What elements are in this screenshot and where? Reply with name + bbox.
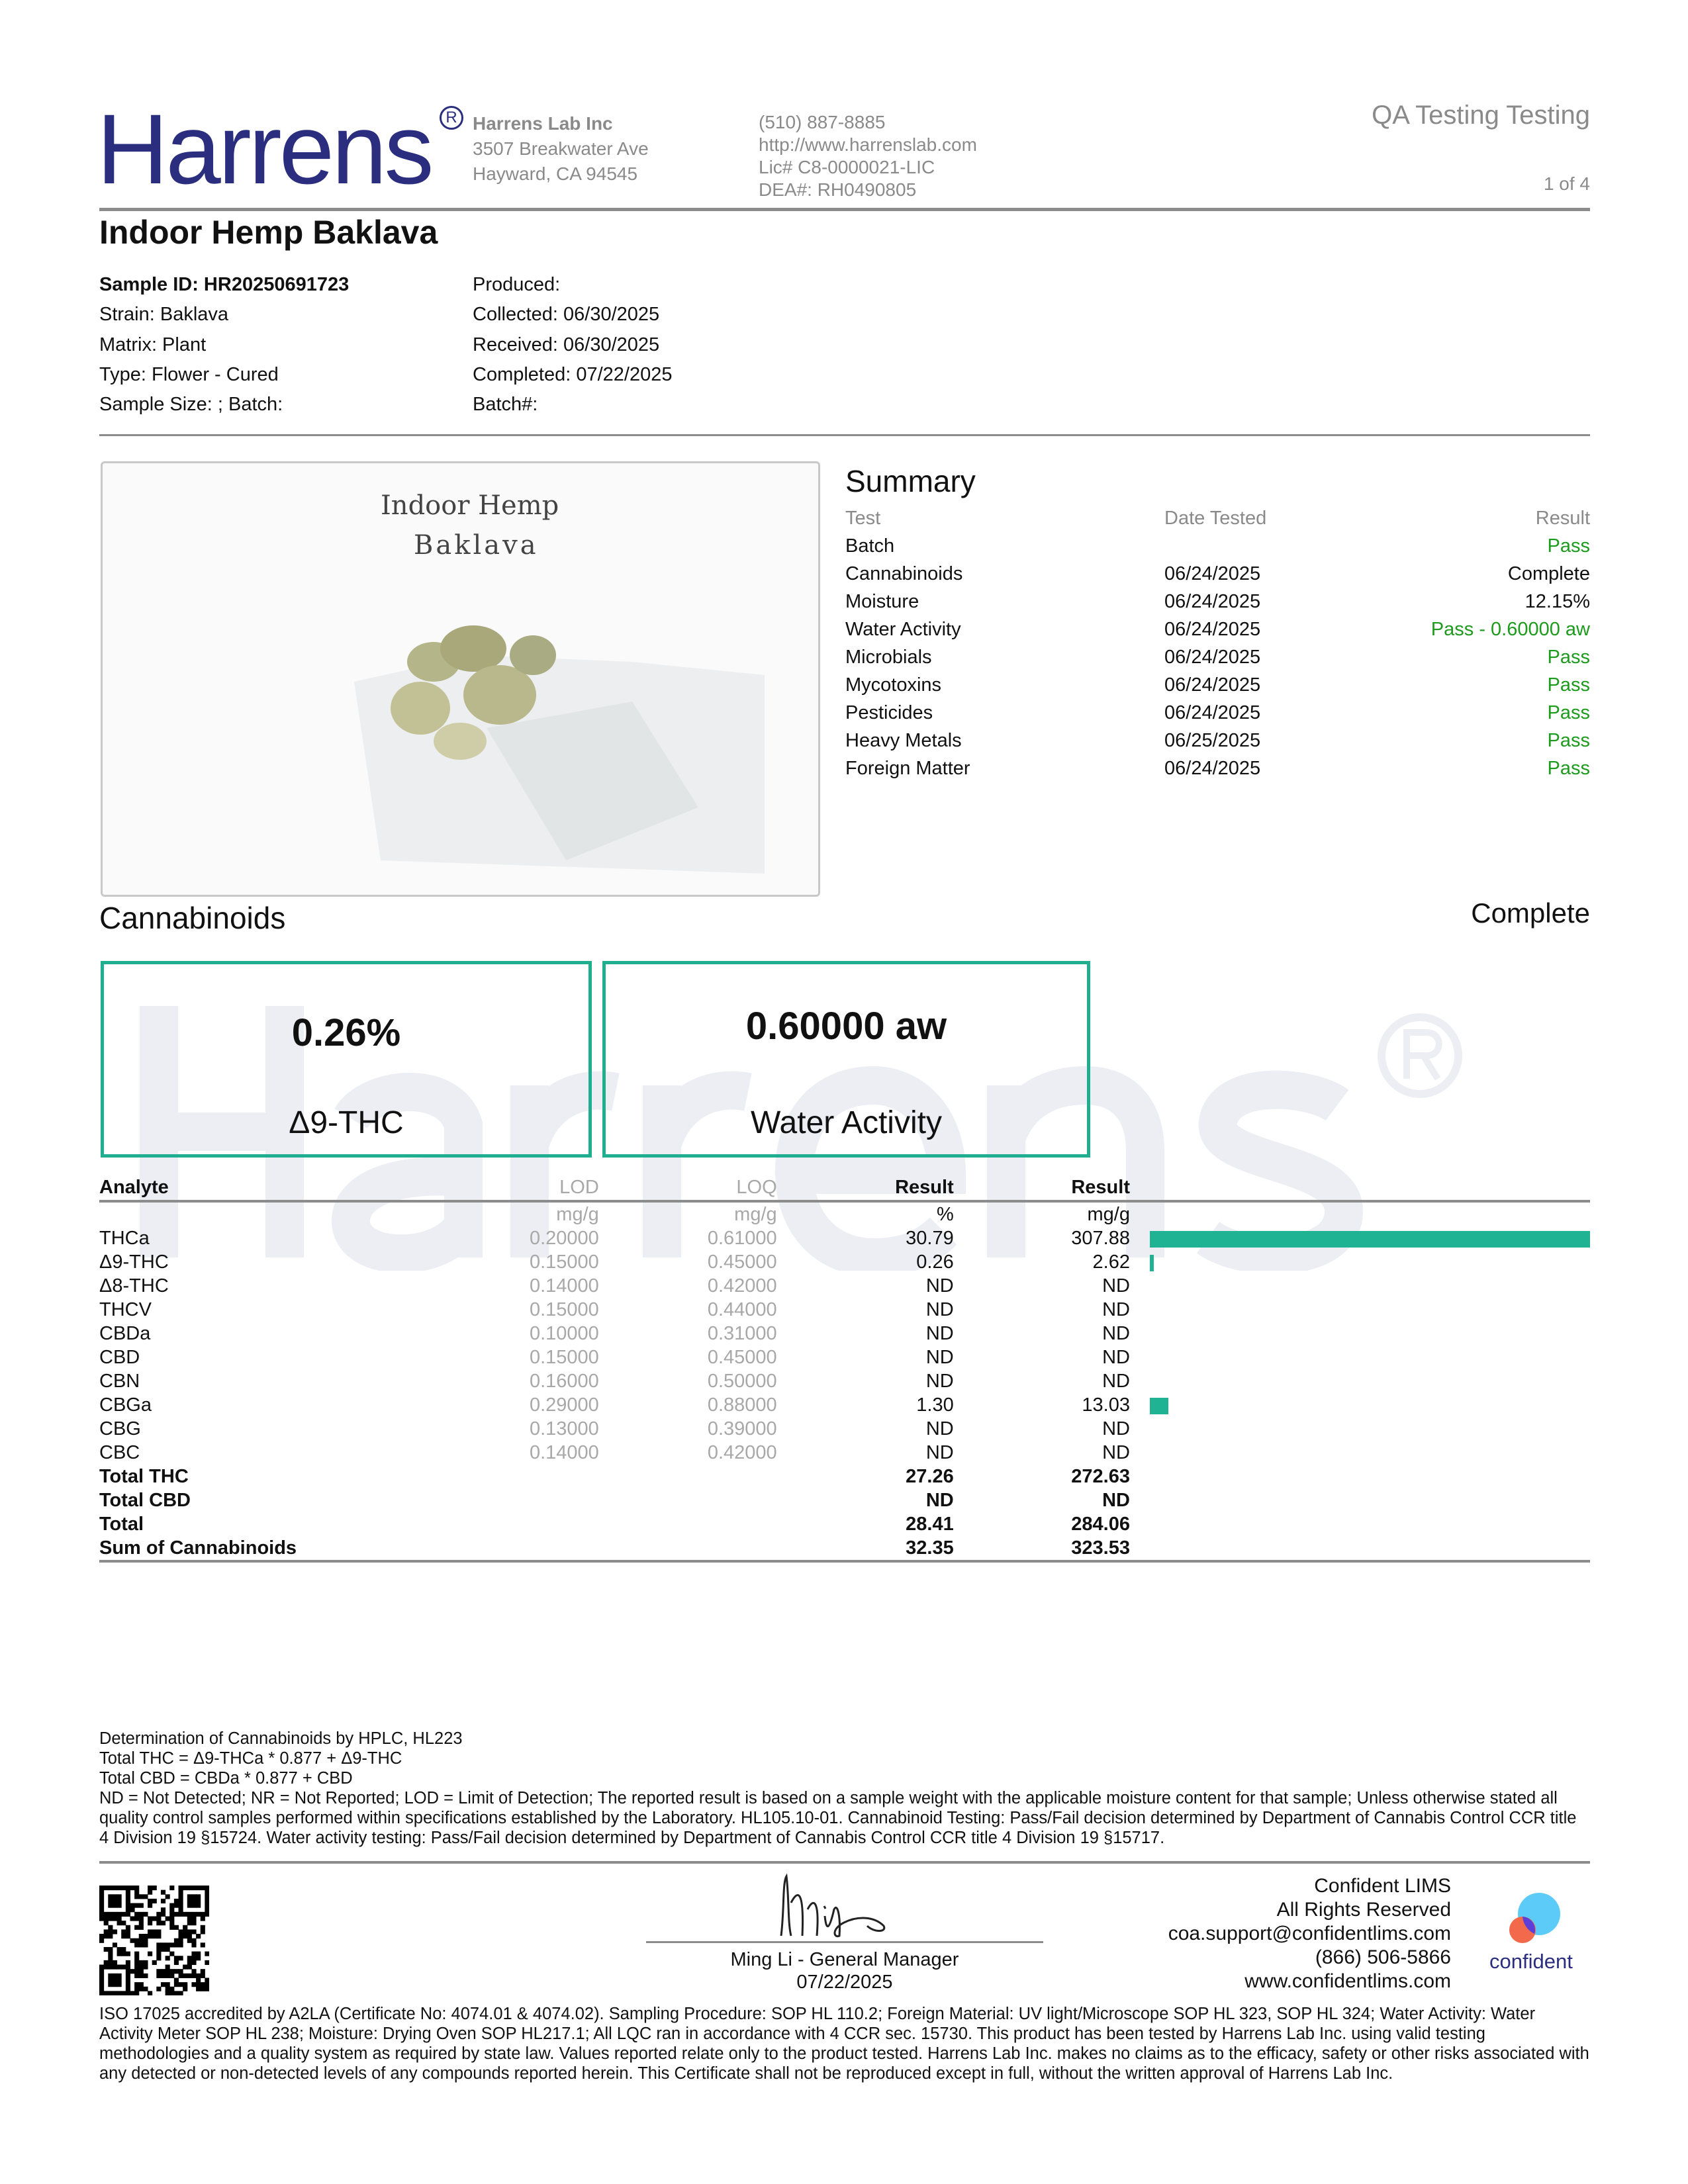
loq: 0.50000 bbox=[707, 1371, 777, 1392]
summary-panel bbox=[845, 463, 1590, 782]
total-percent: ND bbox=[925, 1490, 954, 1511]
summary-title: Summary bbox=[845, 464, 976, 498]
result-mg: ND bbox=[1102, 1442, 1130, 1463]
sample-info-left bbox=[99, 270, 349, 420]
lod: 0.29000 bbox=[529, 1394, 599, 1416]
lab-phone: (510) 887-8885 bbox=[759, 112, 886, 132]
analyte: CBN bbox=[99, 1371, 140, 1392]
loq: 0.39000 bbox=[707, 1418, 777, 1439]
table-row bbox=[99, 1322, 1590, 1345]
lod: 0.15000 bbox=[529, 1347, 599, 1368]
analyte: Δ9-THC bbox=[99, 1251, 169, 1273]
result-mg: ND bbox=[1102, 1371, 1130, 1392]
water-activity-card-label: Water Activity bbox=[751, 1105, 942, 1140]
total-mg: 272.63 bbox=[1071, 1466, 1130, 1487]
summary-header bbox=[845, 504, 1590, 532]
lims-name: Confident LIMS bbox=[1314, 1875, 1451, 1897]
result-percent: 1.30 bbox=[916, 1394, 954, 1416]
table-row bbox=[99, 1250, 1590, 1274]
loq: 0.31000 bbox=[707, 1323, 777, 1344]
lab-city: Hayward, CA 94545 bbox=[473, 163, 638, 184]
summary-row bbox=[845, 643, 1590, 671]
lab-dea: DEA#: RH0490805 bbox=[759, 179, 917, 200]
photo-label-line1: Indoor Hemp bbox=[381, 490, 559, 521]
unit: mg/g bbox=[734, 1204, 777, 1225]
photo-label-line2: Baklava bbox=[414, 530, 539, 561]
cannabinoids-table bbox=[99, 1175, 1590, 1563]
header-date: Date Tested bbox=[1164, 507, 1267, 529]
table-row bbox=[99, 1369, 1590, 1393]
produced: Produced: bbox=[473, 274, 561, 295]
note-line: Total CBD = CBDa * 0.877 + CBD bbox=[99, 1769, 353, 1788]
summary-result: Complete bbox=[1507, 563, 1590, 584]
lab-address bbox=[473, 111, 649, 187]
page-title: Indoor Hemp Baklava bbox=[99, 214, 438, 251]
total-row bbox=[99, 1488, 1590, 1512]
summary-row bbox=[845, 671, 1590, 699]
result-percent: ND bbox=[925, 1299, 954, 1320]
summary-result: Pass bbox=[1547, 535, 1590, 557]
summary-row bbox=[845, 727, 1590, 754]
header-divider bbox=[99, 208, 1590, 211]
sample-bag-image bbox=[103, 463, 820, 897]
result-percent: ND bbox=[925, 1371, 954, 1392]
summary-test: Water Activity bbox=[845, 618, 961, 640]
total-percent: 28.41 bbox=[906, 1514, 954, 1535]
sample-info-right bbox=[473, 270, 673, 420]
lod: 0.20000 bbox=[529, 1228, 599, 1249]
lod: 0.16000 bbox=[529, 1371, 599, 1392]
result-mg: ND bbox=[1102, 1347, 1130, 1368]
result-mg: 13.03 bbox=[1082, 1394, 1130, 1416]
lab-website[interactable]: http://www.harrenslab.com bbox=[759, 134, 977, 155]
table-row bbox=[99, 1298, 1590, 1322]
summary-result: Pass bbox=[1547, 646, 1590, 668]
result-mg: 2.62 bbox=[1092, 1251, 1130, 1273]
summary-test: Cannabinoids bbox=[845, 563, 963, 584]
loq: 0.42000 bbox=[707, 1442, 777, 1463]
info-divider bbox=[99, 434, 1590, 436]
lab-contact bbox=[759, 111, 977, 201]
units-row bbox=[99, 1201, 1590, 1226]
table-row bbox=[99, 1226, 1590, 1250]
signer-name: Ming Li - General Manager bbox=[730, 1949, 959, 1970]
collected: Collected: 06/30/2025 bbox=[473, 304, 660, 326]
cannabinoids-title: Cannabinoids bbox=[99, 901, 286, 935]
method-notes bbox=[99, 1729, 1590, 1848]
result-percent: ND bbox=[925, 1418, 954, 1439]
strain: Strain: Baklava bbox=[99, 304, 229, 326]
analyte: THCa bbox=[99, 1228, 150, 1249]
client-name: QA Testing Testing bbox=[1372, 101, 1590, 130]
summary-result: 12.15% bbox=[1524, 590, 1590, 612]
summary-result: Pass bbox=[1547, 702, 1590, 723]
result-mg: ND bbox=[1102, 1275, 1130, 1297]
signature-block bbox=[646, 1948, 1043, 1993]
batch-number: Batch#: bbox=[473, 394, 538, 416]
total-row bbox=[99, 1465, 1590, 1488]
lab-name: Harrens Lab Inc bbox=[473, 113, 613, 134]
col-result-mg: Result bbox=[954, 1175, 1130, 1201]
footer-divider bbox=[99, 1861, 1590, 1864]
summary-date: 06/25/2025 bbox=[1164, 729, 1261, 751]
summary-date: 06/24/2025 bbox=[1164, 702, 1261, 723]
unit: % bbox=[936, 1204, 954, 1225]
thc-card bbox=[101, 961, 592, 1158]
summary-test: Pesticides bbox=[845, 702, 933, 723]
summary-test: Mycotoxins bbox=[845, 674, 942, 696]
header-result: Result bbox=[1535, 507, 1590, 529]
result-percent: ND bbox=[925, 1323, 954, 1344]
water-activity-card bbox=[602, 961, 1090, 1158]
loq: 0.42000 bbox=[707, 1275, 777, 1297]
summary-row bbox=[845, 532, 1590, 560]
total-row bbox=[99, 1512, 1590, 1536]
summary-test: Moisture bbox=[845, 590, 919, 612]
result-bar bbox=[1150, 1231, 1590, 1248]
total-percent: 32.35 bbox=[777, 1536, 954, 1561]
analyte: Δ8-THC bbox=[99, 1275, 169, 1297]
summary-result: Pass bbox=[1547, 757, 1590, 779]
result-mg: ND bbox=[1102, 1418, 1130, 1439]
summary-date: 06/24/2025 bbox=[1164, 590, 1261, 612]
lims-email[interactable]: coa.support@confidentlims.com bbox=[1168, 1923, 1451, 1944]
note-line: Total THC = Δ9-THCa * 0.877 + Δ9-THC bbox=[99, 1749, 402, 1768]
total-mg: 323.53 bbox=[954, 1536, 1130, 1561]
analyte: CBDa bbox=[99, 1323, 151, 1344]
result-percent: 0.26 bbox=[916, 1251, 954, 1273]
summary-result: Pass bbox=[1547, 674, 1590, 696]
total-mg: ND bbox=[1102, 1490, 1130, 1511]
summary-date: 06/24/2025 bbox=[1164, 646, 1261, 668]
note-line: Determination of Cannabinoids by HPLC, HL223 bbox=[99, 1729, 463, 1748]
summary-test: Heavy Metals bbox=[845, 729, 962, 751]
total-label: Total CBD bbox=[99, 1490, 191, 1511]
lod: 0.15000 bbox=[529, 1299, 599, 1320]
registered-mark-icon: R bbox=[440, 106, 463, 130]
total-percent: 27.26 bbox=[906, 1466, 954, 1487]
table-row bbox=[99, 1345, 1590, 1369]
summary-test: Batch bbox=[845, 535, 895, 557]
header-test: Test bbox=[845, 507, 881, 529]
cannabinoids-status: Complete bbox=[1471, 897, 1590, 929]
summary-row bbox=[845, 699, 1590, 727]
loq: 0.61000 bbox=[707, 1228, 777, 1249]
total-label: Total THC bbox=[99, 1466, 189, 1487]
col-analyte: Analyte bbox=[99, 1175, 349, 1201]
qr-code-icon[interactable] bbox=[99, 1886, 209, 1995]
table-row bbox=[99, 1274, 1590, 1298]
summary-result: Pass - 0.60000 aw bbox=[1430, 618, 1590, 640]
analyte: CBC bbox=[99, 1442, 140, 1463]
water-activity-card-value: 0.60000 aw bbox=[745, 1005, 947, 1048]
confident-logo-text: confident bbox=[1489, 1950, 1573, 1973]
loq: 0.88000 bbox=[707, 1394, 777, 1416]
summary-test: Foreign Matter bbox=[845, 757, 970, 779]
table-header bbox=[99, 1175, 1590, 1201]
note-line: ND = Not Detected; NR = Not Reported; LOD = Limit of Detection; The reported result is based on a sample weight with the applicable moisture content for that sample; Unless otherwise stated all quality control samples performed within specifications established by the Laboratory. HL105.10-01. Cannabinoid Testing: Pass/Fail decision determined by Department of Cannabis Control CCR title 4 Division 19 §15724. Water activity testing: Pass/Fail decision determined by Department of Cannabis Control CCR title 4 Division 19 §15717. bbox=[99, 1789, 1577, 1847]
signature-line bbox=[646, 1941, 1043, 1943]
summary-row bbox=[845, 754, 1590, 782]
lod: 0.15000 bbox=[529, 1251, 599, 1273]
col-loq: LOQ bbox=[599, 1175, 777, 1201]
type: Type: Flower - Cured bbox=[99, 363, 279, 385]
sample-id: Sample ID: HR20250691723 bbox=[99, 274, 350, 295]
summary-test: Microbials bbox=[845, 646, 932, 668]
analyte: CBD bbox=[99, 1347, 140, 1368]
total-mg: 284.06 bbox=[1071, 1514, 1130, 1535]
analyte: CBGa bbox=[99, 1394, 152, 1416]
summary-date: 06/24/2025 bbox=[1164, 618, 1261, 640]
result-bar bbox=[1150, 1255, 1154, 1271]
loq: 0.44000 bbox=[707, 1299, 777, 1320]
result-mg: ND bbox=[1102, 1323, 1130, 1344]
page-number: 1 of 4 bbox=[1543, 173, 1590, 194]
table-row bbox=[99, 1417, 1590, 1441]
unit bbox=[99, 1201, 349, 1226]
summary-date: 06/24/2025 bbox=[1164, 563, 1261, 584]
lims-rights: All Rights Reserved bbox=[1276, 1899, 1451, 1921]
confident-logo-icon bbox=[1503, 1890, 1562, 1947]
summary-result: Pass bbox=[1547, 729, 1590, 751]
thc-card-value: 0.26% bbox=[291, 1011, 401, 1054]
sample-photo bbox=[101, 461, 820, 897]
total-label: Total bbox=[99, 1514, 144, 1535]
summary-row bbox=[845, 588, 1590, 615]
result-bar bbox=[1150, 1398, 1168, 1414]
lod: 0.10000 bbox=[529, 1323, 599, 1344]
completed: Completed: 07/22/2025 bbox=[473, 363, 673, 385]
table-row bbox=[99, 1441, 1590, 1465]
signature-image bbox=[768, 1870, 927, 1939]
result-percent: ND bbox=[925, 1347, 954, 1368]
total-row bbox=[99, 1536, 1590, 1561]
lab-license: Lic# C8-0000021-LIC bbox=[759, 157, 935, 177]
unit: mg/g bbox=[1087, 1204, 1130, 1225]
received: Received: 06/30/2025 bbox=[473, 334, 660, 355]
summary-row bbox=[845, 615, 1590, 643]
thc-card-label: Δ9-THC bbox=[289, 1105, 404, 1140]
signature-date: 07/22/2025 bbox=[796, 1972, 893, 1993]
result-percent: ND bbox=[925, 1442, 954, 1463]
result-mg: 307.88 bbox=[1071, 1228, 1130, 1249]
result-percent: ND bbox=[925, 1275, 954, 1297]
analyte: CBG bbox=[99, 1418, 141, 1439]
matrix: Matrix: Plant bbox=[99, 334, 207, 355]
analyte: THCV bbox=[99, 1299, 152, 1320]
col-bar bbox=[1130, 1175, 1590, 1201]
lims-website[interactable]: www.confidentlims.com bbox=[1244, 1970, 1451, 1992]
unit: mg/g bbox=[556, 1204, 599, 1225]
lod: 0.13000 bbox=[529, 1418, 599, 1439]
total-label: Sum of Cannabinoids bbox=[99, 1536, 349, 1561]
sample-size: Sample Size: ; Batch: bbox=[99, 394, 283, 416]
summary-date: 06/24/2025 bbox=[1164, 757, 1261, 779]
lab-street: 3507 Breakwater Ave bbox=[473, 138, 649, 159]
table-row bbox=[99, 1393, 1590, 1417]
lims-phone: (866) 506-5866 bbox=[1315, 1946, 1451, 1968]
lod: 0.14000 bbox=[529, 1275, 599, 1297]
harrens-logo: Harrens bbox=[97, 93, 432, 205]
summary-row bbox=[845, 560, 1590, 588]
loq: 0.45000 bbox=[707, 1347, 777, 1368]
col-lod: LOD bbox=[349, 1175, 599, 1201]
result-percent: 30.79 bbox=[906, 1228, 954, 1249]
lod: 0.14000 bbox=[529, 1442, 599, 1463]
loq: 0.45000 bbox=[707, 1251, 777, 1273]
result-mg: ND bbox=[1102, 1299, 1130, 1320]
accreditation-disclaimer: ISO 17025 accredited by A2LA (Certificate No: 4074.01 & 4074.02). Sampling Procedure: SOP HL 110.2; Foreign Material: UV light/Microscope SOP HL 323, SOP HL 324; Water Activity: Water Activity Meter SOP HL 238; Moisture: Drying Oven SOP HL217.1; All LQC ran in accordance with 4 CCR sec. 15730. This product has been tested by Harrens Lab Inc. using valid testing methodologies and a quality system as required by state law. Values reported relate only to the product tested. Harrens Lab Inc. makes no claims as to the efficacy, safety or other risks associated with any detected or non-detected levels of any compounds reported herein. This Certificate shall not be reproduced except in full, without the written approval of Harrens Lab Inc. bbox=[99, 2005, 1589, 2083]
lims-info bbox=[1168, 1874, 1451, 1993]
summary-date: 06/24/2025 bbox=[1164, 674, 1261, 696]
col-result-percent: Result bbox=[777, 1175, 954, 1201]
